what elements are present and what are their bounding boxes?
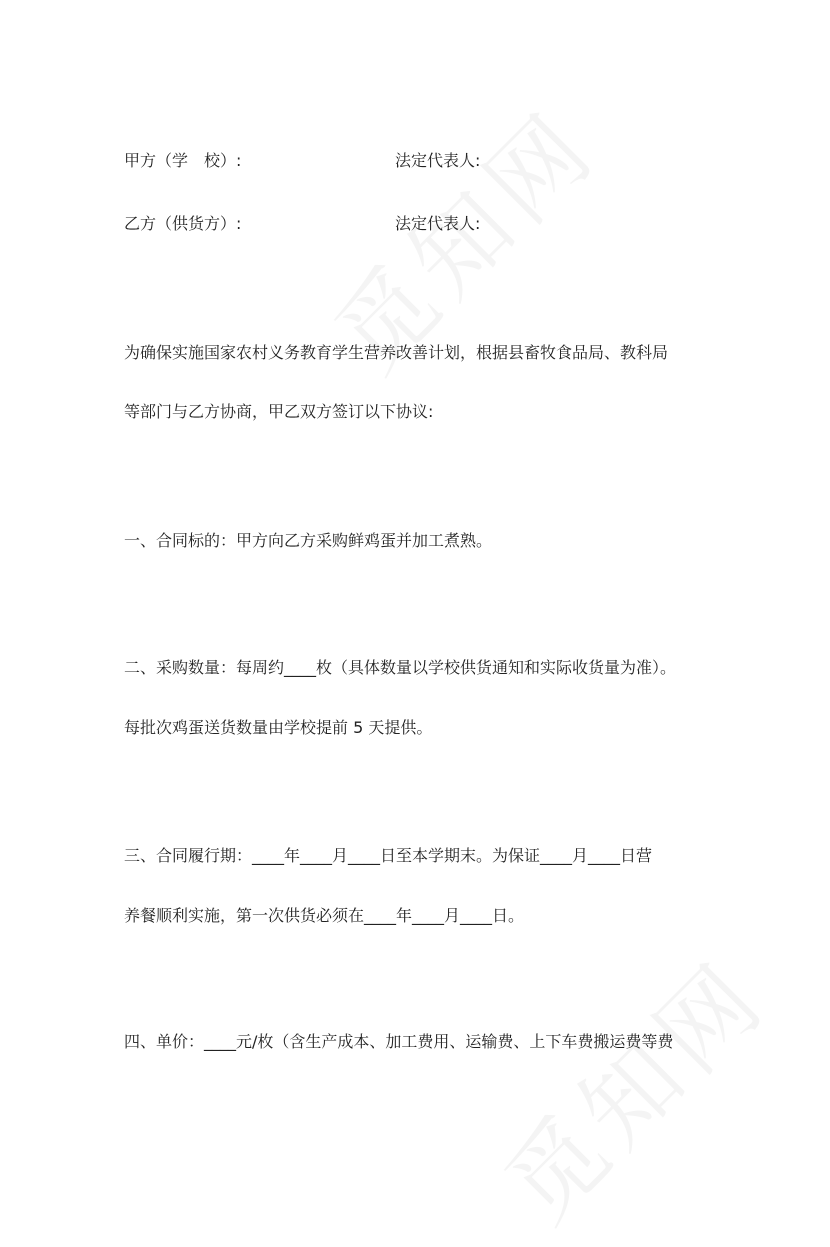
clause-1: 一、合同标的：甲方向乙方采购鲜鸡蛋并加工煮熟。 <box>124 531 493 550</box>
party-b-rep-label: 法定代表人: <box>395 214 481 233</box>
party-b-label: 乙方（供货方）: <box>124 214 242 233</box>
intro-line-2: 等部门与乙方协商，甲乙双方签订以下协议: <box>124 402 434 421</box>
watermark-bottom <box>470 925 792 1247</box>
clause-2-line-1: 二、采购数量：每周约____枚（具体数量以学校供货通知和实际收货量为准）。 <box>124 658 677 677</box>
party-a-label: 甲方（学 校）: <box>124 151 242 170</box>
intro-line-1: 为确保实施国家农村义务教育学生营养改善计划，根据县畜牧食品局、教科局 <box>124 343 669 362</box>
clause-2-line-2: 每批次鸡蛋送货数量由学校提前 5 天提供。 <box>124 718 433 737</box>
clause-3-line-1: 三、合同履行期：____年____月____日至本学期末。为保证____月____日营 <box>124 846 653 865</box>
clause-3-line-2: 养餐顺利实施，第一次供货必须在____年____月____日。 <box>124 906 525 925</box>
party-a-rep-label: 法定代表人: <box>395 151 481 170</box>
clause-4-line-1: 四、单价：____元/枚（含生产成本、加工费用、运输费、上下车费搬运费等费 <box>124 1032 674 1051</box>
